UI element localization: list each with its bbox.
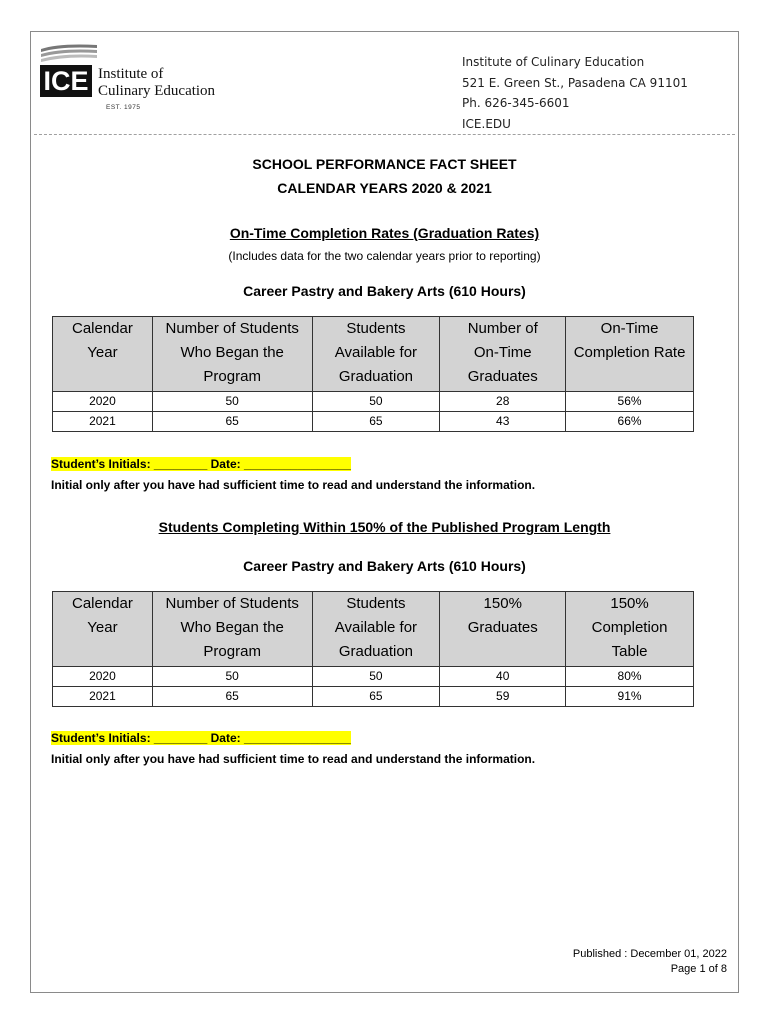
cell-graduates: 28	[440, 392, 566, 412]
initials-date-field: Student’s Initials: ________ Date: ________________	[51, 731, 351, 745]
cell-rate: 56%	[566, 392, 694, 412]
section2-program: Career Pastry and Bakery Arts (610 Hours)	[243, 558, 526, 574]
logo-mark: ICE	[40, 65, 92, 97]
section1-note: Initial only after you have had sufficient time to read and understand the information.	[51, 478, 536, 492]
cell-graduates: 40	[440, 667, 566, 687]
address-website: ICE.EDU	[462, 116, 511, 131]
published-date: Published : December 01, 2022	[572, 948, 727, 960]
cell-rate: 91%	[566, 687, 694, 707]
header-150-completion: 150% Completion Table	[566, 592, 694, 667]
cell-graduates: 43	[440, 412, 566, 432]
header-students-began: Number of Students Who Began the Program	[152, 592, 312, 667]
cell-year: 2020	[53, 667, 153, 687]
cell-year: 2021	[53, 687, 153, 707]
cell-available: 65	[312, 412, 440, 432]
logo-est: EST. 1975	[106, 104, 141, 111]
document-title-line2: CALENDAR YEARS 2020 & 2021	[277, 180, 492, 196]
cell-rate: 66%	[566, 412, 694, 432]
section2-note: Initial only after you have had sufficient time to read and understand the information.	[51, 752, 536, 766]
cell-began: 50	[152, 392, 312, 412]
completion-rates-table	[52, 316, 694, 432]
page-footer	[573, 947, 727, 977]
document-page	[30, 31, 739, 993]
cell-graduates: 59	[440, 687, 566, 707]
initials-date-field: Student’s Initials: ________ Date: ________________	[51, 457, 351, 471]
section1-program: Career Pastry and Bakery Arts (610 Hours)	[243, 283, 526, 299]
cell-began: 65	[152, 412, 312, 432]
cell-available: 65	[312, 687, 440, 707]
ice-logo	[39, 41, 239, 121]
cell-year: 2020	[53, 392, 153, 412]
cell-available: 50	[312, 392, 440, 412]
logo-name-line1: Institute of	[98, 66, 164, 82]
table-header-row	[53, 317, 694, 392]
document-title-line1: SCHOOL PERFORMANCE FACT SHEET	[252, 156, 517, 172]
section2-heading: Students Completing Within 150% of the Published Program Length	[158, 519, 611, 535]
section1-heading: On-Time Completion Rates (Graduation Rates)	[229, 225, 540, 241]
logo-name-line2: Culinary Education	[98, 83, 216, 99]
section1-subnote: (Includes data for the two calendar years prior to reporting)	[228, 249, 541, 263]
section2-initials-line	[51, 731, 351, 745]
table-header-row	[53, 592, 694, 667]
header-students-began: Number of Students Who Began the Program	[152, 317, 312, 392]
page-number: Page 1 of 8	[670, 963, 727, 975]
table-row	[53, 687, 694, 707]
header-calendar-year: Calendar Year	[53, 592, 153, 667]
header-students-available: Students Available for Graduation	[312, 317, 440, 392]
header-divider	[34, 134, 735, 135]
table-row	[53, 412, 694, 432]
table-row	[53, 667, 694, 687]
cell-rate: 80%	[566, 667, 694, 687]
cell-year: 2021	[53, 412, 153, 432]
table-row	[53, 392, 694, 412]
address-block	[462, 52, 688, 134]
cell-began: 50	[152, 667, 312, 687]
header-students-available: Students Available for Graduation	[312, 592, 440, 667]
address-phone: Ph. 626-345-6601	[462, 96, 570, 110]
address-line1: Institute of Culinary Education	[462, 55, 645, 69]
cell-available: 50	[312, 667, 440, 687]
address-line2: 521 E. Green St., Pasadena CA 91101	[462, 75, 688, 90]
section1-initials-line	[51, 457, 351, 471]
header-calendar-year: Calendar Year	[53, 317, 153, 392]
header-completion-rate: On-Time Completion Rate	[566, 317, 694, 392]
completion-150-table	[52, 591, 694, 707]
header-ontime-graduates: Number of On-Time Graduates	[440, 317, 566, 392]
cell-began: 65	[152, 687, 312, 707]
header-150-graduates: 150% Graduates	[440, 592, 566, 667]
logo-name	[98, 66, 248, 100]
